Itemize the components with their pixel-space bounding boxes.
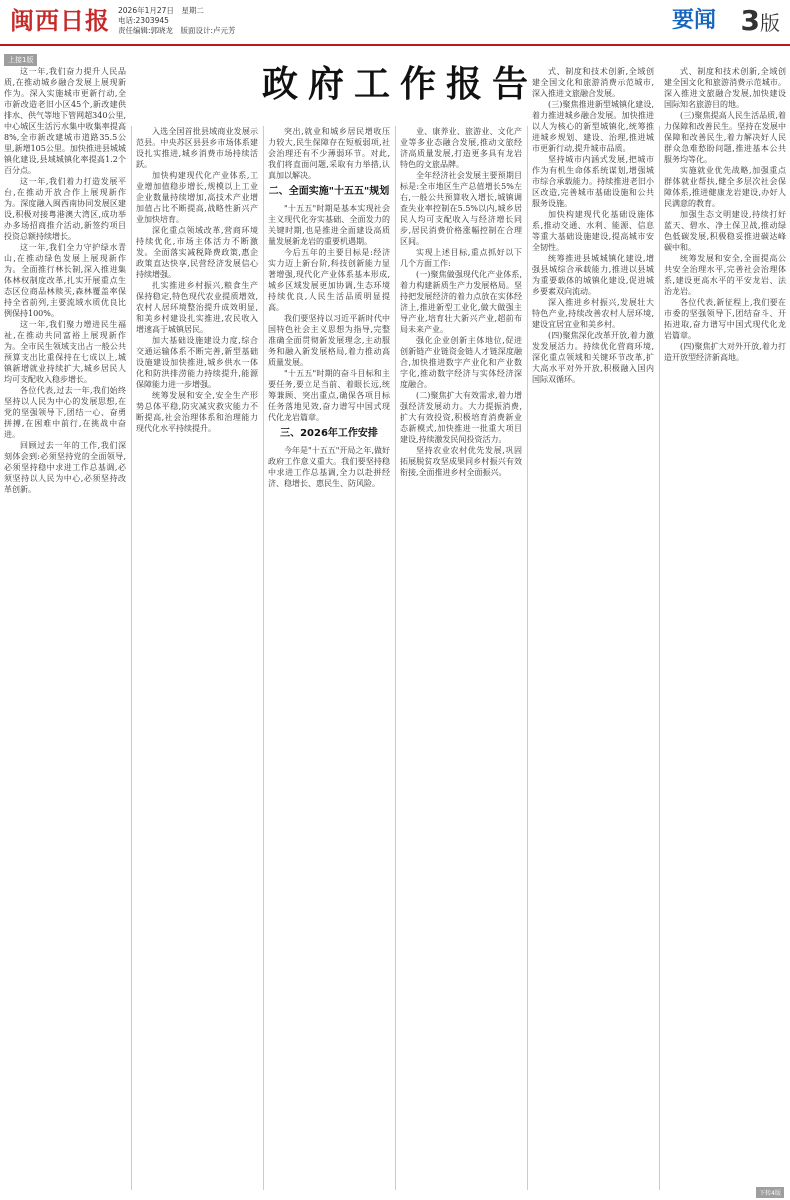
paragraph: 深化重点领域改革,营商环境持续优化,市场主体活力不断激发。全面落实减税降费政策,惠企政策直达快享,民营经济发展信心持续增强。 [136,226,258,279]
paragraph: 各位代表,过去一年,我们始终坚持以人民为中心的发展思想,在党的坚强领导下,团结一心、奋勇拼搏,在困难中前行,在挑战中奋进。 [4,386,126,439]
paragraph: "十五五"时期的奋斗目标和主要任务,要立足当前、着眼长远,统筹兼顾、突出重点,确保各项目标任务落地见效,奋力谱写中国式现代化龙岩篇章。 [268,369,390,422]
paragraph: 式、制度和技术创新,全域创建全国文化和旅游消费示范城市,深入推进文旅融合发展。 [532,67,654,98]
paragraph: (四)聚焦扩大对外开放,着力打造开放型经济新高地。 [664,342,786,362]
section-name: 要闻 [671,8,716,33]
paragraph: 加快构建现代化产业体系,工业增加值稳步增长,规模以上工业企业数量持续增加,高技术产业增加值占比不断提高,战略性新兴产业加快培育。 [136,171,258,224]
paragraph: 突出,就业和城乡居民增收压力较大,民生保障存在短板弱项,社会治理还有不少薄弱环节。对此,我们将直面问题,采取有力举措,认真加以解决。 [268,127,390,180]
section-heading: 三、2026年工作安排 [280,428,378,439]
column-d [400,126,522,1190]
paragraph: (二)聚焦扩大有效需求,着力增强经济发展动力。大力提振消费,扩大有效投资,积极培育消费新业态新模式,加快推进一批重大项目建设,持续激发民间投资活力。 [400,391,522,444]
column-divider [527,126,528,1190]
page-number-value: 3 [740,4,760,37]
column-f [664,66,786,1190]
date-line: 2026年1月27日 星期二 [118,6,204,15]
paragraph: 这一年,我们奋力提升人民品质,在推动城乡融合发展上展现新作为。深入实施城市更新行动,全市新改造老旧小区45个,新改建供排水、供气等地下管网超340公里,中心城区生活污水集中收集率提高8%,全市新改建城市道路35.5公里,新增105公里。加快推进县城城镇化建设,县域城镇化率提高1.2个百分点。 [4,67,126,175]
paragraph: 统筹发展和安全,安全生产形势总体平稳,防灾减灾救灾能力不断提高,社会治理体系和治理能力现代化水平持续提升。 [136,391,258,433]
paragraph: 强化企业创新主体地位,促进创新链产业链资金链人才链深度融合,加快推进数字产业化和产业数字化,推动数字经济与实体经济深度融合。 [400,336,522,389]
newspaper-logo: 闽西日报 [10,7,110,35]
paragraph: 加快构建现代化基础设施体系,推动交通、水利、能源、信息等重大基础设施建设,提高城市安全韧性。 [532,210,654,252]
paragraph: 实施就业优先战略,加强重点群体就业帮扶,健全多层次社会保障体系,推进健康龙岩建设,办好人民满意的教育。 [664,166,786,208]
paragraph: 深入推进乡村振兴,发展壮大特色产业,持续改善农村人居环境,建设宜居宜业和美乡村。 [532,298,654,329]
continued-from-badge: 上接1版 [4,54,37,66]
page-number [741,6,780,38]
paragraph: 这一年,我们着力打造发展平台,在推动开放合作上展现新作为。深度融入闽西南协同发展区建设,积极对接粤港澳大湾区,成功举办多场招商推介活动,新签约项目投资总额持续增长。 [4,177,126,241]
paragraph: 我们要坚持以习近平新时代中国特色社会主义思想为指导,完整准确全面贯彻新发展理念,主动服务和融入新发展格局,着力推动高质量发展。 [268,314,390,367]
paragraph: 今年是"十五五"开局之年,做好政府工作意义重大。我们要坚持稳中求进工作总基调,全力以赴拼经济、稳增长、惠民生、防风险。 [268,446,390,488]
page-title: 政府工作报告 [261,63,538,105]
phone-line: 电话:2303945 [118,16,169,25]
column-divider [131,126,132,1190]
paragraph: 加强生态文明建设,持续打好蓝天、碧水、净土保卫战,推动绿色低碳发展,积极稳妥推进碳达峰碳中和。 [664,210,786,252]
column-a [4,66,126,1190]
paragraph: 全年经济社会发展主要预期目标是:全市地区生产总值增长5%左右,一般公共预算收入增长,城镇调查失业率控制在5.5%以内,城乡居民人均可支配收入与经济增长同步,居民消费价格涨幅控制在合理区间。 [400,171,522,246]
paragraph: (三)聚焦提高人民生活品质,着力保障和改善民生。坚持在发展中保障和改善民生,着力解决好人民群众急难愁盼问题,推进基本公共服务均等化。 [664,111,786,164]
paragraph: 业、康养业、旅游业、文化产业等多业态融合发展,推动文旅经济高质量发展,打造更多具有龙岩特色的文旅品牌。 [400,127,522,169]
column-b [136,126,258,1190]
paragraph: (四)聚焦深化改革开放,着力激发发展活力。持续优化营商环境,深化重点领域和关键环节改革,扩大高水平对外开放,积极融入国内国际双循环。 [532,331,654,384]
paragraph: 各位代表,新征程上,我们要在市委的坚强领导下,团结奋斗、开拓进取,奋力谱写中国式现代化龙岩篇章。 [664,298,786,340]
section-heading: 二、全面实施"十五五"规划 [268,186,390,197]
paragraph: "十五五"时期是基本实现社会主义现代化夯实基础、全面发力的关键时期,也是推进全面建设高质量发展新龙岩的重要机遇期。 [268,204,390,246]
paragraph: 式、制度和技术创新,全域创建全国文化和旅游消费示范城市。深入推进文旅融合发展,加快建设国际知名旅游目的地。 [664,67,786,109]
column-c [268,126,390,1190]
paragraph: 加大基础设施建设力度,综合交通运输体系不断完善,新型基础设施建设加快推进,城乡供水一体化和防洪排涝能力持续提升,能源保障能力进一步增强。 [136,336,258,389]
paragraph: 入选全国首批县域商业发展示范县。中央苏区县县乡市场体系建设扎实推进,城乡消费市场持续活跃。 [136,127,258,169]
paragraph: 实现上述目标,重点抓好以下几个方面工作: [400,248,522,268]
column-divider [395,126,396,1190]
paragraph: 统筹发展和安全,全面提高公共安全治理水平,完善社会治理体系,建设更高水平的平安龙岩、法治龙岩。 [664,254,786,296]
column-e [532,66,654,1190]
page-number-suffix: 版 [760,11,780,35]
paragraph: 回顾过去一年的工作,我们深刻体会到:必须坚持党的全面领导,必须坚持稳中求进工作总基调,必须坚持以人民为中心,必须坚持改革创新。 [4,441,126,494]
editor-line: 责任编辑:郭晓龙 版面设计:卢元芳 [118,26,236,35]
masthead-meta [118,6,236,36]
masthead [0,0,790,46]
continued-on-badge: 下转4版 [756,1187,784,1198]
paragraph: 坚持城市内涵式发展,把城市作为有机生命体系统谋划,增强城市综合承载能力。持续推进老旧小区改造,完善城市基础设施和公共服务设施。 [532,155,654,208]
paragraph: (三)聚焦推进新型城镇化建设,着力推进城乡融合发展。加快推进以人为核心的新型城镇化,统筹推进城乡规划、建设、治理,推进城市更新行动,提升城市品质。 [532,100,654,153]
column-divider [263,126,264,1190]
paragraph: 这一年,我们全力守护绿水青山,在推动绿色发展上展现新作为。全面推行林长制,深入推进集体林权制度改革,扎实开展重点生态区位商品林赎买,森林覆盖率保持全省前列,主要流域水质优良比例保持100%。 [4,243,126,318]
column-divider [659,126,660,1190]
paragraph: 这一年,我们聚力增进民生福祉,在推动共同富裕上展现新作为。全市民生领域支出占一般公共预算支出比重保持在七成以上,城镇新增就业持续扩大,城乡居民人均可支配收入稳步增长。 [4,320,126,384]
paragraph: (一)聚焦做强现代化产业体系,着力构建新质生产力发展格局。坚持把发展经济的着力点放在实体经济上,推进新型工业化,做大做强主导产业,培育壮大新兴产业,超前布局未来产业。 [400,270,522,334]
paragraph: 坚持农业农村优先发展,巩固拓展脱贫攻坚成果同乡村振兴有效衔接,全面推进乡村全面振兴。 [400,446,522,477]
paragraph: 统筹推进县城城镇化建设,增强县城综合承载能力,推进以县城为重要载体的城镇化建设,促进城乡要素双向流动。 [532,254,654,296]
article-columns [4,66,786,1190]
paragraph: 扎实推进乡村振兴,粮食生产保持稳定,特色现代农业提质增效,农村人居环境整治提升成效明显,和美乡村建设扎实推进,农民收入增速高于城镇居民。 [136,281,258,334]
paragraph: 今后五年的主要目标是:经济实力迈上新台阶,科技创新能力显著增强,现代化产业体系基本形成,城乡区域发展更加协调,生态环境持续优良,人民生活品质明显提高。 [268,248,390,312]
